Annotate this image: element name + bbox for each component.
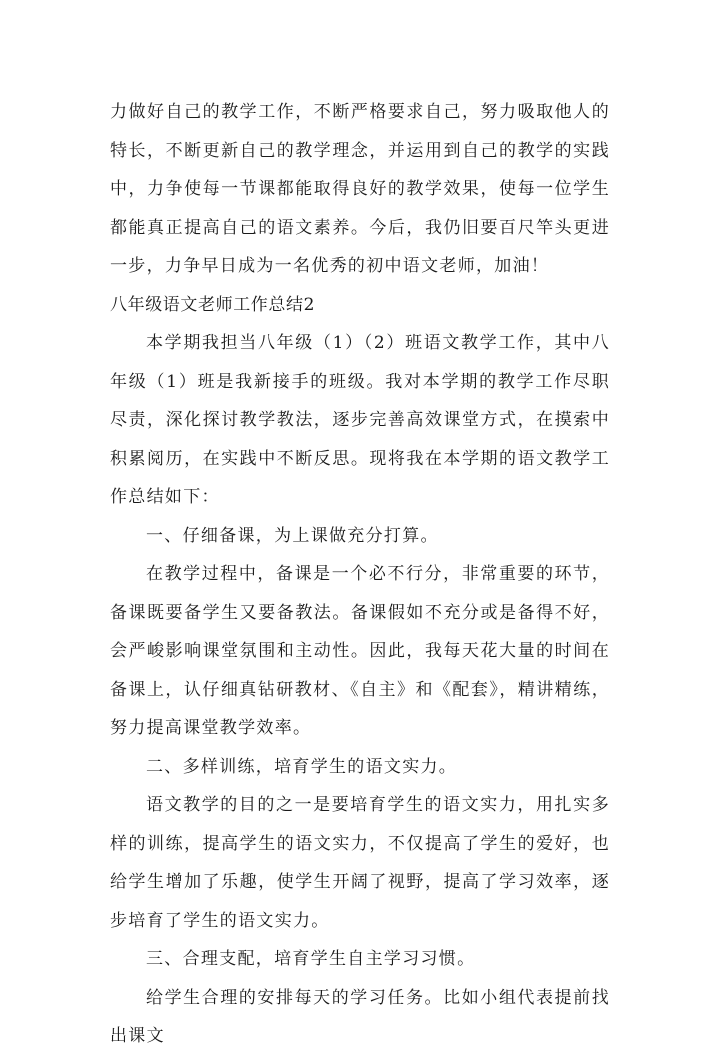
subheading-3: 三、合理支配，培育学生自主学习习惯。 (146, 949, 476, 969)
section-title: 八年级语文老师工作总结2 (110, 294, 316, 315)
subheading-1: 一、仔细备课，为上课做充分打算。 (146, 525, 439, 546)
paragraph-continuation: 力做好自己的教学工作，不断严格要求自己，努力吸取他人的特长，不断更新自己的教学理念，并运用到自己的教学的实践中，力争使每一节课都能取得良好的教学效果，使每一位学生都能真正提高自己的语文素养。今后，我仍旧要百尺竿头更进一步，力争早日成为一名优秀的初中语文老师，加油！ (110, 102, 610, 276)
paragraph-intro: 本学期我担当八年级（1）（2）班语文教学工作，其中八年级（1）班是我新接手的班级。我对本学期的教学工作尽职尽责，深化探讨教学教法，逐步完善高效课堂方式，在摸索中积累阅历，在实践中不断反思。现将我在本学期的语文教学工作总结如下： (110, 333, 610, 507)
paragraph-self-study: 给学生合理的安排每天的学习任务。比如小组代表提前找出课文 (110, 987, 610, 1046)
paragraph-training: 语文教学的目的之一是要培育学生的语文实力，用扎实多样的训练，提高学生的语文实力，不仅提高了学生的爱好，也给学生增加了乐趣，使学生开阔了视野，提高了学习效率，逐步培育了学生的语文实力。 (110, 795, 610, 931)
paragraph-lesson-prep: 在教学过程中，备课是一个必不行分，非常重要的环节，备课既要备学生又要备教法。备课假如不充分或是备得不好，会严峻影响课堂氛围和主动性。因此，我每天花大量的时间在备课上，认仔细真钻研教材、《自主》和《配套》，精讲精练，努力提高课堂教学效率。 (110, 564, 610, 738)
document-body (110, 93, 610, 1056)
subheading-2: 二、多样训练，培育学生的语文实力。 (146, 756, 458, 777)
